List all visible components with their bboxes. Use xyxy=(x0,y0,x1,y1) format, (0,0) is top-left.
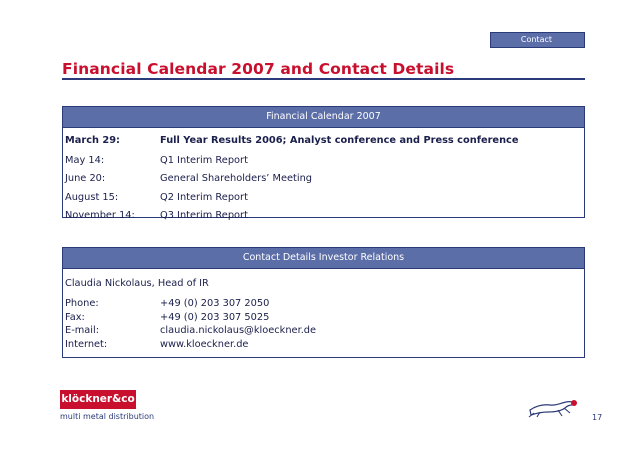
calendar-date: August 15: xyxy=(65,191,119,203)
title-divider xyxy=(62,78,585,80)
kloeckner-logo: klöckner&co xyxy=(60,390,136,409)
calendar-date: May 14: xyxy=(65,154,105,166)
calendar-row xyxy=(65,132,582,151)
logo-tagline: multi metal distribution xyxy=(60,412,155,421)
contact-details-panel xyxy=(62,247,585,358)
calendar-event: Full Year Results 2006; Analyst conference and Press conference xyxy=(160,135,519,146)
calendar-row xyxy=(65,189,582,208)
calendar-row xyxy=(65,170,582,189)
phone-value: +49 (0) 203 307 2050 xyxy=(160,298,270,309)
financial-calendar-panel xyxy=(62,106,585,221)
fax-value: +49 (0) 203 307 5025 xyxy=(160,311,270,323)
contact-label: Fax: xyxy=(65,311,85,323)
contact-label: Phone: xyxy=(65,298,99,309)
calendar-event: General Shareholders’ Meeting xyxy=(160,173,313,184)
calendar-event: Q2 Interim Report xyxy=(160,191,248,203)
page-number: 17 xyxy=(592,413,603,422)
contact-row-fax xyxy=(65,311,582,325)
calendar-event: Q1 Interim Report xyxy=(160,154,248,166)
greyhound-mascot-icon xyxy=(528,394,580,418)
calendar-date: November 14: xyxy=(65,210,135,221)
contact-tab-button[interactable]: Contact xyxy=(490,32,585,48)
page-title: Financial Calendar 2007 and Contact Details xyxy=(62,60,455,78)
email-link[interactable]: claudia.nickolaus@kloeckner.de xyxy=(160,325,317,336)
contact-name: Claudia Nickolaus, Head of IR xyxy=(65,278,209,289)
calendar-date: June 20: xyxy=(65,173,106,184)
financial-calendar-heading: Financial Calendar 2007 xyxy=(63,107,584,127)
contact-details-heading: Contact Details Investor Relations xyxy=(63,248,584,268)
calendar-row xyxy=(65,152,582,171)
contact-row-phone xyxy=(65,297,582,311)
calendar-date: March 29: xyxy=(65,135,120,146)
contact-row-internet xyxy=(65,338,582,352)
calendar-row xyxy=(65,207,582,226)
calendar-event: Q3 Interim Report xyxy=(160,210,248,221)
contact-row-email xyxy=(65,324,582,338)
contact-label: Internet: xyxy=(65,338,108,350)
website-link[interactable]: www.kloeckner.de xyxy=(160,338,249,350)
financial-calendar-body xyxy=(63,127,584,226)
contact-details-body xyxy=(63,268,584,351)
contact-label: E-mail: xyxy=(65,325,100,336)
